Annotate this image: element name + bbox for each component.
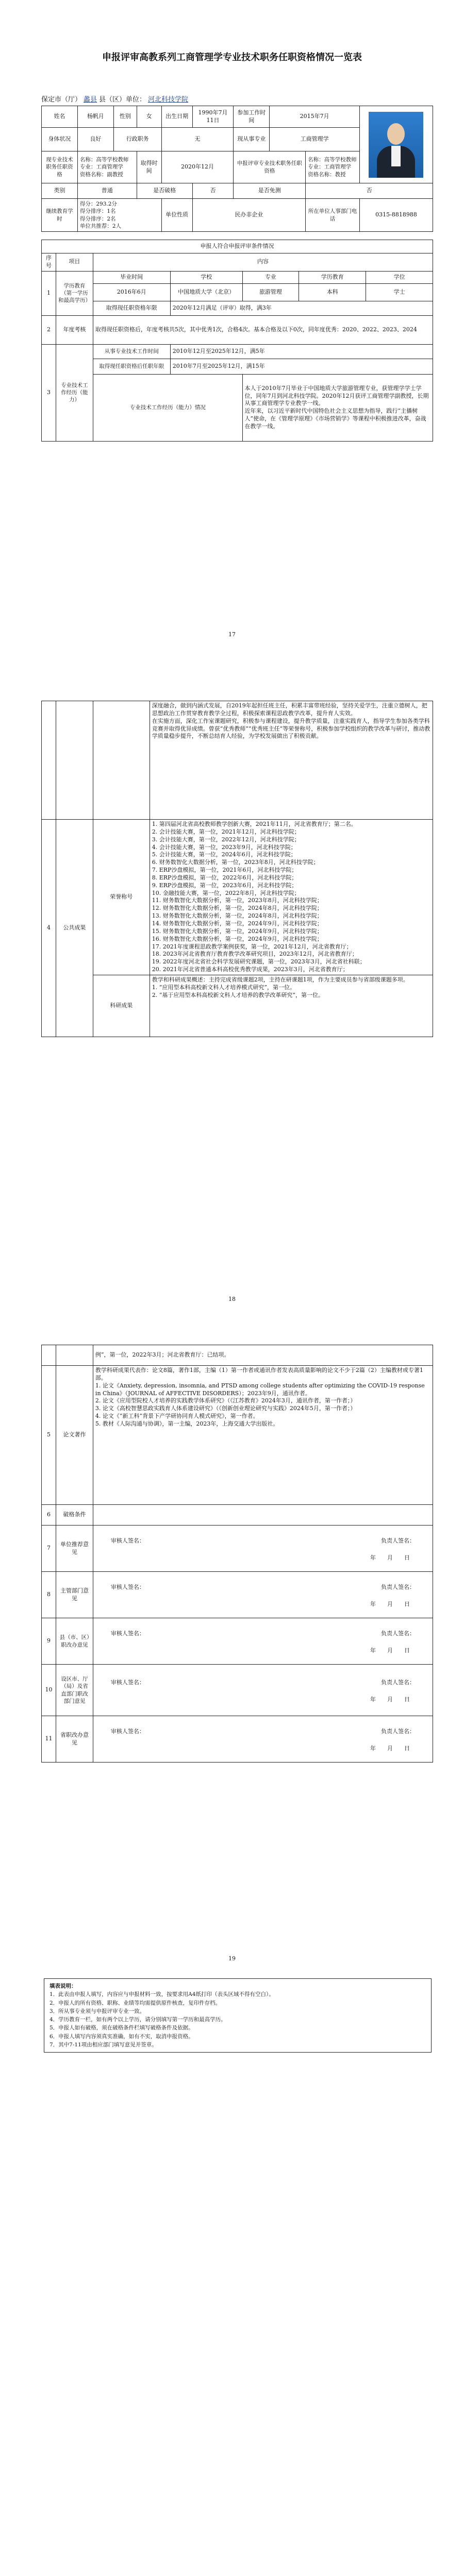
after-qual-label: 取得现任职资格后任职年限 [93, 359, 170, 374]
list-item: 3. 会计技能大赛，第一位，2022年12月，河北科技学院； [152, 836, 300, 843]
unit-line [41, 94, 433, 104]
list-item: 13. 财务数智化大数据分析，第一位，2024年8月，河北科技学院； [152, 912, 323, 920]
row5-item: 论文著作 [56, 1366, 93, 1505]
edu-header-degree: 学位 [366, 271, 433, 283]
gender-value: 女 [137, 106, 161, 128]
list-item: 教学科研成果代表作：论文8篇，著作1部，主编（1）第一作者或通讯作者发表高质量影响的论文不少于2篇（2）主编教材或专著1部。 [95, 1367, 423, 1381]
list-item: 20. 2021年河北省普通本科高校优秀教学成果，2023年3月，河北省教育厅； [152, 966, 349, 973]
list-item: 12. 财务数智化大数据分析，第一位，2024年8月，河北科技学院； [152, 905, 323, 912]
list-item: 14. 财务数智化大数据分析，第一位，2024年9月，河北科技学院； [152, 920, 323, 927]
list-item: 19. 2022年度河北省社会科学发展研究课题，第一位，2023年3月，河北省社科联； [152, 958, 366, 965]
row3-item: 专业技术工作经历（能力） [56, 344, 93, 441]
list-item: 教学和科研成果概述：主持完成省级课题2项，主持在研课题1项，作为主要成员参与省部级课题多项。 [152, 976, 409, 983]
reviewer-sign: 审核人签名： [110, 1727, 145, 1735]
applicant-photo [369, 112, 423, 178]
reviewer-sign: 审核人签名： [110, 1537, 145, 1544]
leader-sign: 负责人签名： [381, 1630, 415, 1637]
hr-phone-label: 所在单位人事部门电话 [306, 199, 360, 232]
name-value: 杨帆月 [77, 106, 113, 128]
row2-item: 年度考核 [56, 315, 93, 344]
list-item: 1．此表由申报人填写，内容应与申报材料一致，按要求用A4纸打印（表头区域不得有空白）。 [49, 1991, 274, 1998]
list-item: 1. “应用型本科高校新文科人才培养模式研究”，第一位。 [152, 984, 295, 991]
conditions-table [41, 240, 433, 442]
exam-label: 是否免测 [234, 183, 306, 199]
conditions-header: 申报人符合申报评审条件情况 [42, 240, 433, 253]
page-3 [0, 1314, 464, 1973]
opinions-table [41, 1345, 433, 1762]
list-item: 18. 2023年河北省教育厅教育教学改革研究项目，2023年12月，河北省教育厅； [152, 951, 358, 958]
edu-header-major: 专业 [242, 271, 299, 283]
list-item: 16. 财务数智化大数据分析，第一位，2024年9月，河北科技学院； [152, 935, 323, 942]
list-item: 3．所从事专业须与申报评审专业一致。 [49, 2008, 145, 2014]
exp-time-value: 2010年12月至2025年12月，满5年 [170, 344, 433, 359]
admin-label: 行政职务 [113, 128, 161, 151]
row7-item: 单位推荐意见 [56, 1526, 93, 1572]
leader-sign: 负责人签名： [381, 1727, 415, 1735]
row11-item: 省职改办意见 [56, 1716, 93, 1762]
admin-value: 无 [161, 128, 234, 151]
row3-no: 3 [42, 344, 56, 441]
reviewer-sign: 审核人签名： [110, 1679, 145, 1686]
date-line: 年 月 日 [370, 1744, 410, 1752]
current-time-label: 取得时间 [137, 151, 161, 183]
page-number: 17 [228, 631, 236, 638]
list-item: 7. ERP沙盘模拟，第一位，2021年6月，河北科技学院； [152, 867, 297, 874]
instructions-box [44, 1978, 432, 2053]
apply-title-label: 申报评审专业技术职务任职资格 [234, 151, 306, 183]
row8-item: 主管部门意见 [56, 1572, 93, 1618]
edu-school: 中国地质大学（北京） [170, 283, 242, 301]
row4-no: 4 [42, 820, 56, 1037]
row9-item: 县（市、区）职改办意见 [56, 1618, 93, 1665]
list-item: 17. 2021年度课程思政教学案例获奖，第一位，2021年12月，河北省教育厅； [152, 943, 352, 950]
edu-time: 2016年6月 [93, 283, 170, 301]
qual-years-value: 2020年12月满足（评审）取得，满3年 [170, 301, 433, 315]
list-item: 5．申报人如有破格，须在破格条件栏填写破格条件及依据。 [49, 2025, 194, 2031]
edu-header-time: 毕业时间 [93, 271, 170, 283]
unit-text: 河北科技学院 [148, 96, 189, 104]
field-value: 工商管理学 [270, 128, 360, 151]
list-item: 6．申报人填写内容须真实准确，如有不实，取消申报资格。 [49, 2033, 194, 2040]
health-value: 良好 [77, 128, 113, 151]
edu-degree: 学士 [366, 283, 433, 301]
exp-time-label: 从事专业技术工作时间 [93, 344, 170, 359]
row11-no: 11 [42, 1716, 56, 1762]
hr-phone-value: 0315-8818988 [359, 199, 433, 232]
row6-item: 破格条件 [56, 1505, 93, 1526]
date-line: 年 月 日 [370, 1647, 410, 1654]
honors-label: 荣誉称号 [93, 820, 150, 975]
ability-text: 本人于2010年7月毕业于中国地质大学旅游管理专业，获管理学学士学位，同年7月到河北科技学院。2020年12月获评工商管理学副教授，长期从事工商管理学专业教学一线。 近年来，以习近平新时代中国特色社会主义思想为指导，践行“主播树人”使命，在《管理学原理》《市场营销学》等课程中积极推进改革，奋战在教学一线。 [242, 374, 433, 441]
list-item: 3. 论文《高校智慧思政实践育人体系建设研究》（《创新创业理论研究与实践》2024年5月，第一作者；） [95, 1405, 356, 1412]
row1-item: 学历教育（第一学历和最高学历） [56, 271, 93, 315]
edu-header-level: 学历教育 [299, 271, 366, 283]
row10-no: 10 [42, 1665, 56, 1716]
research-label: 科研成果 [93, 975, 150, 1037]
list-item: 2. 会计技能大赛，第一位，2021年12月，河北科技学院； [152, 828, 300, 835]
achievements-table [41, 701, 433, 1037]
row7-no: 7 [42, 1526, 56, 1572]
date-line: 年 月 日 [370, 1554, 410, 1561]
research-continued: 例”，第一位，2022年3月；河北省教育厅：已结项。 [93, 1345, 433, 1366]
row1-no: 1 [42, 271, 56, 315]
list-item: 1. 第四届河北省高校教师教学创新大赛，2021年11月，河北省教育厅；第二名。 [152, 821, 357, 827]
continuing-label: 继续教育学时 [42, 199, 78, 232]
row10-item: 设区市、厅（局）及省直部门职改部门意见 [56, 1665, 93, 1716]
gender-label: 性别 [113, 106, 137, 128]
basic-info-table [41, 106, 433, 232]
leader-sign: 负责人签名： [381, 1679, 415, 1686]
papers-list [93, 1366, 433, 1505]
list-item: 2．申报人的所有资格、职称、业绩等均需提供原件核查，复印件存档。 [49, 1999, 221, 2006]
instructions-title: 填表说明： [49, 1983, 77, 1989]
col-no: 序号 [42, 253, 56, 272]
work-label: 参加工作时间 [234, 106, 270, 128]
list-item: 10. 金融技能大赛，第一位，2022年8月，河北科技学院； [152, 889, 300, 896]
prefix-text: 保定市（厅） [41, 96, 82, 104]
page-number: 18 [228, 1296, 236, 1302]
category-label: 类别 [42, 183, 78, 199]
qual-years-label: 取得现任职资格年限 [93, 301, 170, 315]
work-value: 2015年7月 [270, 106, 360, 128]
row2-no: 2 [42, 315, 56, 344]
field-label: 现从事专业 [234, 128, 270, 151]
reviewer-sign: 审核人签名： [110, 1630, 145, 1637]
date-line: 年 月 日 [370, 1696, 410, 1703]
page-4 [0, 1973, 464, 2576]
current-time-value: 2020年12月 [161, 151, 234, 183]
edu-major: 旅游管理 [242, 283, 299, 301]
page-title: 申报评审高教系列工商管理学专业技术职务任职资格情况一览表 [102, 52, 362, 63]
list-item: 7．其中7-11项由相应部门填写意见并签章。 [49, 2041, 157, 2048]
photo-cell [359, 106, 433, 183]
row5-no: 5 [42, 1366, 56, 1505]
leader-sign: 负责人签名： [381, 1537, 415, 1544]
break-value: 否 [192, 183, 234, 199]
row8-no: 8 [42, 1572, 56, 1618]
edu-level: 本科 [299, 283, 366, 301]
birth-label: 出生日期 [161, 106, 192, 128]
col-item: 项目 [56, 253, 93, 272]
page-2 [0, 670, 464, 1314]
list-item: 4. 论文《“新工科”背景下产学研协同育人模式研究》，第一作者。 [95, 1413, 259, 1420]
break-label: 是否破格 [137, 183, 192, 199]
row9-no: 9 [42, 1618, 56, 1665]
ability-continued: 深度融合，做到内涵式发展，自2019年起担任班主任，积累丰富带班经验，坚持关爱学生，注重立德树人，把思想政治工作贯穿教育教学全过程，积极探索课程思政教学改革，提升育人实效。 在实施方面，深化工作室课题研究，积极参与课程建设，提升教学质量，注重实践育人，指导学生参加各类学科竞赛并取得优异成绩。曾获“优秀教师”“优秀班主任”等荣誉称号，积极参加学校组织的教学改革与研讨，推动教学质量稳步提升，不断总结育人经验，为学校发展做出了积极贡献。 [150, 701, 433, 820]
col-content: 内容 [93, 253, 433, 272]
list-item: 1. 论文《Anxiety, depression, insomnia, and PTSD among college students after optimizing the COVID-19 response in China》（JOURNAL of AFFECTIVE DISORDERS）；2023年9月，通讯作者。 [95, 1382, 425, 1397]
list-item: 4．学历教育一栏，如有两个以上学历，请分别填写第一学历和最高学历。 [49, 2016, 226, 2023]
list-item: 4. 会计技能大赛，第一位，2023年9月，河北科技学院； [152, 843, 296, 851]
list-item: 5. 教材《人际沟通与协调》，第一主编，2023年，上海交通大学出版社。 [95, 1420, 279, 1427]
county-suffix: 县（区）单位： [99, 96, 146, 104]
ability-label: 专业技术工作经历（能力）情况 [93, 374, 242, 441]
county-text: 蠡县 [84, 96, 97, 104]
list-item: 6. 财务数智化大数据分析，第一位，2023年8月，河北科技学院； [152, 859, 319, 866]
birth-value: 1990年7月11日 [192, 106, 234, 128]
list-item: 5. 会计技能大赛，第一位，2024年6月，河北科技学院； [152, 851, 296, 858]
category-value: 普通 [77, 183, 137, 199]
leader-sign: 负责人签名： [381, 1583, 415, 1590]
edu-header-school: 学校 [170, 271, 242, 283]
honors-list [150, 820, 433, 975]
unit-type-label: 单位性质 [161, 199, 192, 232]
exam-value: 否 [306, 183, 433, 199]
current-title-label: 现专业技术职务任职资格 [42, 151, 78, 183]
after-qual-value: 2010年7月至2025年12月，满15年 [170, 359, 433, 374]
page-number: 19 [228, 1955, 236, 1962]
health-label: 身体状况 [42, 128, 78, 151]
list-item: 9. ERP沙盘模拟，第一位，2023年6月，河北科技学院； [152, 882, 297, 889]
apply-title-value: 名称：高等学校教师 专业：工商管理学 资格名称：教授 [306, 151, 360, 183]
list-item: 2. “基于应用型本科高校新文科人才培养的教学改革研究”，第一位。 [152, 991, 324, 998]
unit-type-value: 民办非企业 [192, 199, 306, 232]
current-title-value: 名称：高等学校教师 专业：工商管理学 资格名称：副教授 [77, 151, 137, 183]
page-1 [0, 0, 464, 670]
row4-item: 公共成果 [56, 820, 93, 1037]
list-item: 11. 财务数智化大数据分析，第一位，2023年8月，河北科技学院； [152, 897, 323, 904]
list-item: 2. 论文《应用型院校人才培养的实践教学体系研究》（《江苏教育》2024年3月，通讯作者，第一作者；） [95, 1397, 356, 1404]
list-item: 8. ERP沙盘模拟，第一位，2022年6月，河北科技学院； [152, 874, 297, 881]
continuing-value: 得分：293.2分 得分排序：1名 得分排序：2名 单位共推荐：2人 [77, 199, 161, 232]
reviewer-sign: 审核人签名： [110, 1583, 145, 1590]
name-label: 姓名 [42, 106, 78, 128]
research-list [150, 975, 433, 1037]
row6-no: 6 [42, 1505, 56, 1526]
date-line: 年 月 日 [370, 1600, 410, 1607]
list-item: 15. 财务数智化大数据分析，第一位，2024年9月，河北科技学院； [152, 927, 323, 935]
annual-review-value: 取得现任职资格后，年度考核共5次，其中优秀1次，合格4次。基本合格及以下0次，同年度优秀：2020、2022、2023、2024 [93, 315, 433, 344]
